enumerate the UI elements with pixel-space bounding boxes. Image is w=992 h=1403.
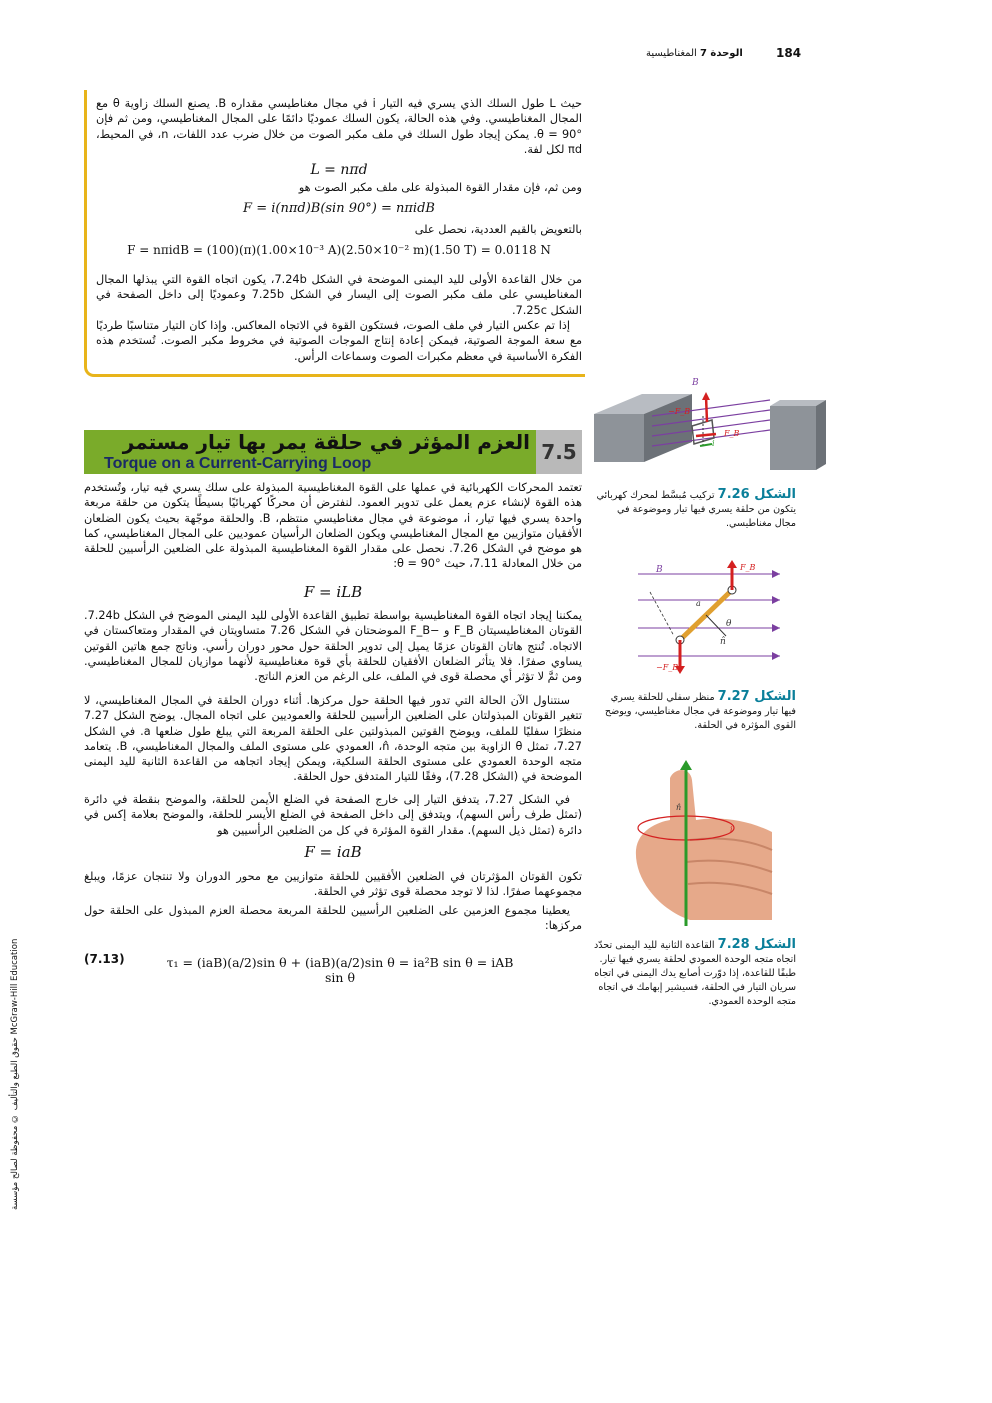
figure-7-28-caption xyxy=(594,938,796,1009)
label-neg-fb: −F_B xyxy=(656,663,679,672)
figure-7-26-label: الشكل 7.26 xyxy=(717,487,796,502)
section-title-ar: العزم المؤثر في حلقة يمر بها تيار مستمر xyxy=(122,430,530,454)
label-i: i xyxy=(730,825,733,834)
body-paragraph-1: تعتمد المحركات الكهربائية في عملها على القوة المغناطيسية المبذولة على سلك يسري فيه تيار، وتُستخدم هذه القوة لإنشاء عزم يعمل على تدوير العمود. لنفترض أن محركًا كهربائيًا بسيطًا يتكون من حلقة مربعة واحدة يسري فيها تيار، i، موضوعة في مجال مغناطيسي منتظم، B. والحلقة موجّهة بحيث يكون الضلعان الأفقيان متوازيين مع المجال المغناطيسي ويكون الضلعان الرأسيان عموديين على المجال المغناطيسي، كما هو موضح في الشكل 7.26. نحصل على مقدار القوة المغناطيسية المبذولة على الضلعين الرأسيين للحلقة من خلال المعادلة 7.11، حيث θ = 90°: xyxy=(84,481,582,571)
figure-7-27 xyxy=(630,558,790,686)
figure-7-27-text: منظر سفلي للحلقة يسري فيها تيار وموضوعة في مجال مغناطيسي، ويوضح القوى المؤثرة في الحلقة. xyxy=(604,692,796,731)
label-n: n̂ xyxy=(720,637,726,647)
chapter-title: المغناطيسية xyxy=(646,48,697,59)
box-paragraph-1: حيث L طول السلك الذي يسري فيه التيار i في مجال مغناطيسي مقداره B. يصنع السلك زاوية θ مع المجال المغناطيسي. وفي هذه الحالة، يكون السلك عموديًا دائمًا على المجال المغناطيسي، ومن ثم فإن θ = 90°. يمكن إيجاد طول السلك في ملف مكبر الصوت من خلال ضرب عدد اللفات، n، في المحيط، πd لكل لفة. xyxy=(96,97,583,156)
body-paragraph-2: يمكننا إيجاد اتجاه القوة المغناطيسية بواسطة تطبيق القاعدة الأولى لليد اليمنى الموضح في الشكل 7.24b. القوتان المغناطيسيتان F_B و −F_B الموضحتان في الشكل 7.26 متساويتان في المقدار ومتعاكستان في الاتجاه. تُنتج هاتان القوتان عزمًا يميل إلى تدوير الحلقة حول محور دوران رأسي. وناتج جمع هاتين القوتين يساوي صفرًا. فلا يتأثر الضلعان الأفقيان للحلقة بأي قوة مغناطيسية لأنهما موازيان للمجال المغناطيسي. ومن ثمَّ لا تؤثر أي محصلة قوى في الملف، على الرغم من العزم الناتج. xyxy=(84,609,582,684)
box-equation-1: L = nπd xyxy=(310,162,368,178)
label-b: B xyxy=(692,378,699,388)
body-equation-3: τ₁ = (iaB)(a/2)sin θ + (iaB)(a/2)sin θ = ia²B sin θ = iAB sin θ xyxy=(166,955,514,985)
box-equation-2: F = i(nπd)B(sin 90°) = nπidB xyxy=(243,201,435,216)
side-credit: حقوق الطبع والتأليف © محفوظة لصالح مؤسسة McGraw-Hill Education xyxy=(10,938,20,1210)
box-paragraph-2: ومن ثم، فإن مقدار القوة المبذولة على ملف مكبر الصوت هو xyxy=(298,181,582,194)
body-paragraph-3: سنتناول الآن الحالة التي تدور فيها الحلقة حول مركزها. أثناء دوران الحلقة في المجال المغناطيسي، لا تتغير القوتان المبذولتان على الضلعين الرأسيين للحلقة والعموديين على اتجاه المجال. يوضح الشكل 7.27 منظرًا سفليًا للملف، ويوضح القوتين المبذولتين على الحلقة المربعة التي يبلغ طول ضلعها a. في الشكل 7.27، تمثل θ الزاوية بين متجه الوحدة، n̂، العمودي على مستوى الملف والمجال المغناطيسي، B. يتعامد متجه الوحدة العمودي على مستوى الحلقة السلكية، ويمكن إيجاد اتجاهه من القاعدة الثانية لليد اليمنى الموضحة في (الشكل 7.28)، وفقًا للتيار المتدفق حول الحلقة. xyxy=(84,694,583,784)
label-a: a xyxy=(696,599,701,608)
figure-7-26 xyxy=(592,376,828,476)
box-paragraph-4: من خلال القاعدة الأولى لليد اليمنى الموضحة في الشكل 7.24b، يكون اتجاه القوة التي يبذلها المجال المغناطيسي على ملف مكبر الصوت إلى اليسار في الشكل 7.25b وعموديًا إلى داخل الصفحة في الشكل 7.25c. xyxy=(96,273,582,317)
body-paragraph-5: تكون القوتان المؤثرتان في الضلعين الأفقيين للحلقة متوازيين مع محور الدوران ولا تنتجان عزمًا، ويبلغ مجموعهما صفرًا. لذا لا توجد محصلة قوى تؤثر في الحلقة. xyxy=(84,870,582,899)
figure-7-26-caption xyxy=(594,488,796,531)
body-equation-1: F = iLB xyxy=(303,583,363,601)
equation-number: (7.13) xyxy=(84,952,125,966)
label-b: B xyxy=(656,565,663,575)
body-paragraph-4: في الشكل 7.27، يتدفق التيار إلى خارج الصفحة في الضلع الأيمن للحلقة، والموضح بنقطة في دائرة (تمثل طرف رأس السهم)، ويتدفق إلى داخل الصفحة في الضلع الأيسر للحلقة، والموضح بعلامة إكس في دائرة (تمثل ذيل السهم). مقدار القوة المؤثرة في كل من الضلعين الرأسيين هو xyxy=(84,793,582,837)
figure-7-28-label: الشكل 7.28 xyxy=(717,937,796,952)
section-number: 7.5 xyxy=(536,430,582,474)
figure-7-27-caption xyxy=(594,690,796,733)
unit-label: الوحدة 7 xyxy=(699,48,743,59)
section-title-en: Torque on a Current-Carrying Loop xyxy=(104,455,372,472)
label-neg-fb: −F_B xyxy=(668,407,691,416)
label-n: n̂ xyxy=(676,803,682,812)
body-equation-2: F = iaB xyxy=(304,843,362,861)
current-arrow xyxy=(700,444,712,446)
figure-7-26-text: تركيب مُبسَّط لمحرك كهربائي يتكون من حلقة يسري فيها تيار وموضوعة في مجال مغناطيسي. xyxy=(596,490,796,529)
figure-7-28-text: القاعدة الثانية لليد اليمنى تحدّد اتجاه متجه الوحدة العمودي لحلقة يسري فيها تيار. طبقًا للقاعدة، إذا دوّرت أصابع يدك اليمنى في اتجاه سريان التيار في الحلقة، فسيشير إبهامك في اتجاه متجه الوحدة العمودي. xyxy=(594,940,796,1007)
label-fb: F_B xyxy=(740,563,756,572)
box-paragraph-3: بالتعويض بالقيم العددية، نحصل على xyxy=(414,223,582,236)
running-header xyxy=(646,48,743,59)
body-paragraph-6: يعطينا مجموع العزمين على الضلعين الرأسيين للحلقة المربعة محصلة العزم المبذول على الحلقة حول مركزها: xyxy=(84,904,582,933)
figure-7-27-label: الشكل 7.27 xyxy=(717,689,796,704)
figure-7-28 xyxy=(630,760,776,930)
label-i: i xyxy=(712,439,715,448)
label-theta: θ xyxy=(726,619,732,629)
box-equation-3: F = nπidB = (100)(π)(1.00×10⁻³ A)(2.50×10⁻² m)(1.50 T) = 0.0118 N xyxy=(127,243,551,257)
label-fb: F_B xyxy=(724,429,740,438)
box-paragraph-5: إذا تم عكس التيار في ملف الصوت، فستكون القوة في الاتجاه المعاكس. وإذا كان التيار متناسبًا طرديًا مع سعة الموجة الصوتية، فيمكن إعادة إنتاج الموجات الصوتية في مخروط مكبر الصوت. تُستخدم هذه الفكرة الأساسية في معظم مكبرات الصوت وسماعات الرأس. xyxy=(96,319,582,363)
page-number: 184 xyxy=(776,46,802,60)
